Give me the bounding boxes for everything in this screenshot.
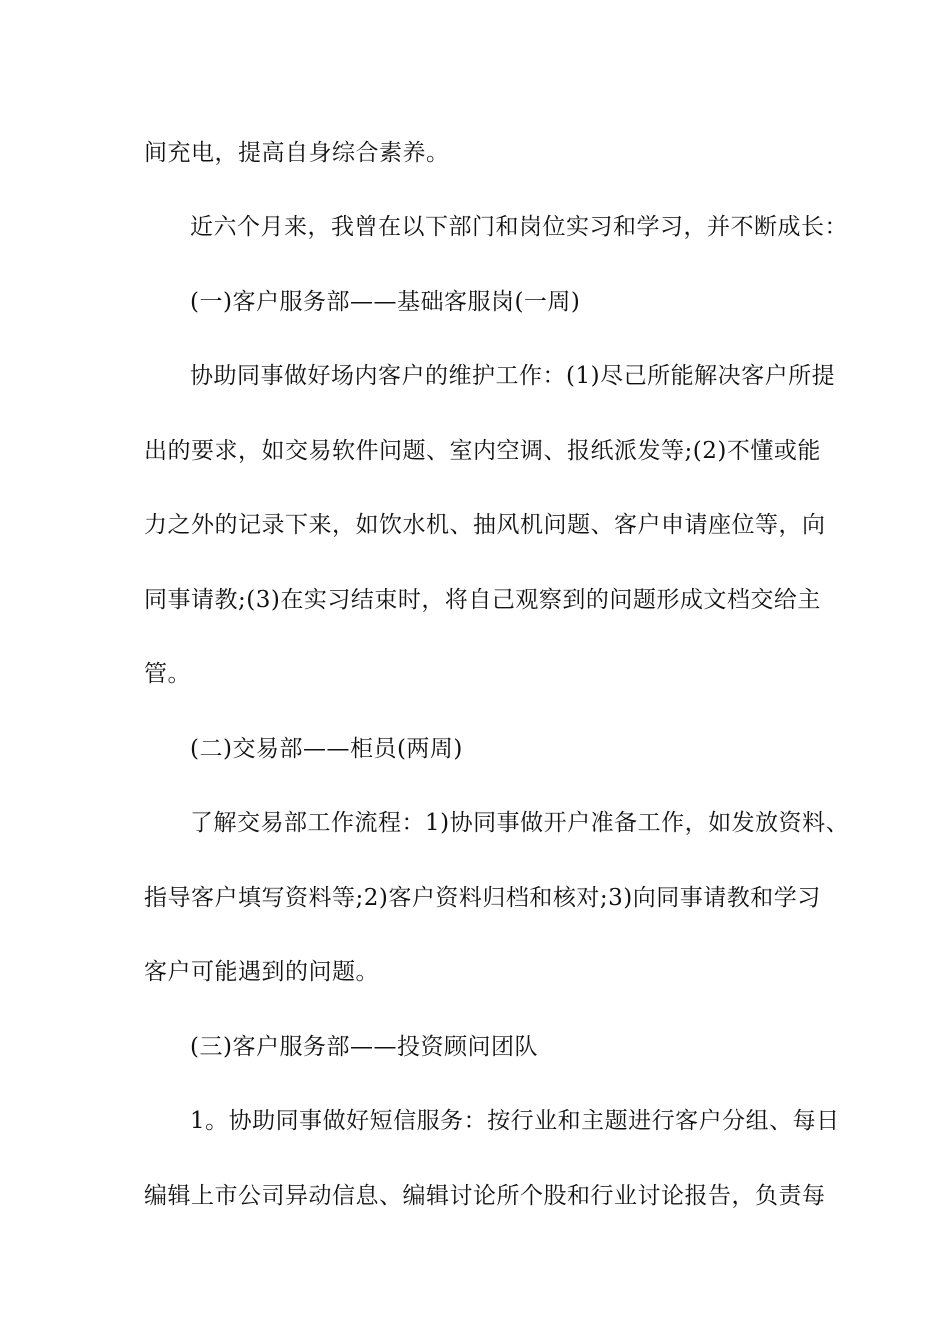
text-line: 同事请教;(3)在实习结束时，将自己观察到的问题形成文档交给主 — [144, 587, 821, 613]
text-line: 编辑上市公司异动信息、编辑讨论所个股和行业讨论报告，负责每 — [144, 1183, 826, 1209]
text-line: 客户可能遇到的问题。 — [144, 959, 379, 985]
section-heading: (二)交易部——柜员(两周) — [190, 736, 463, 762]
text-line: 1。协助同事做好短信服务：按行业和主题进行客户分组、每日 — [190, 1108, 840, 1134]
text-line: 近六个月来，我曾在以下部门和岗位实习和学习，并不断成长： — [190, 214, 848, 240]
text-line: 力之外的记录下来，如饮水机、抽风机问题、客户申请座位等，向 — [144, 512, 826, 538]
text-line: 了解交易部工作流程：1)协同事做开户准备工作，如发放资料、 — [190, 810, 850, 836]
section-heading: (一)客户服务部——基础客服岗(一周) — [190, 289, 581, 315]
text-line: 协助同事做好场内客户的维护工作：(1)尽己所能解决客户所提 — [190, 363, 836, 389]
text-line: 管。 — [144, 661, 191, 687]
text-line: 出的要求，如交易软件问题、室内空调、报纸派发等;(2)不懂或能 — [144, 438, 821, 464]
text-line: 间充电，提高自身综合素养。 — [144, 140, 450, 166]
text-line: 指导客户填写资料等;2)客户资料归档和核对;3)向同事请教和学习 — [144, 885, 821, 911]
section-heading: (三)客户服务部——投资顾问团队 — [190, 1034, 538, 1060]
